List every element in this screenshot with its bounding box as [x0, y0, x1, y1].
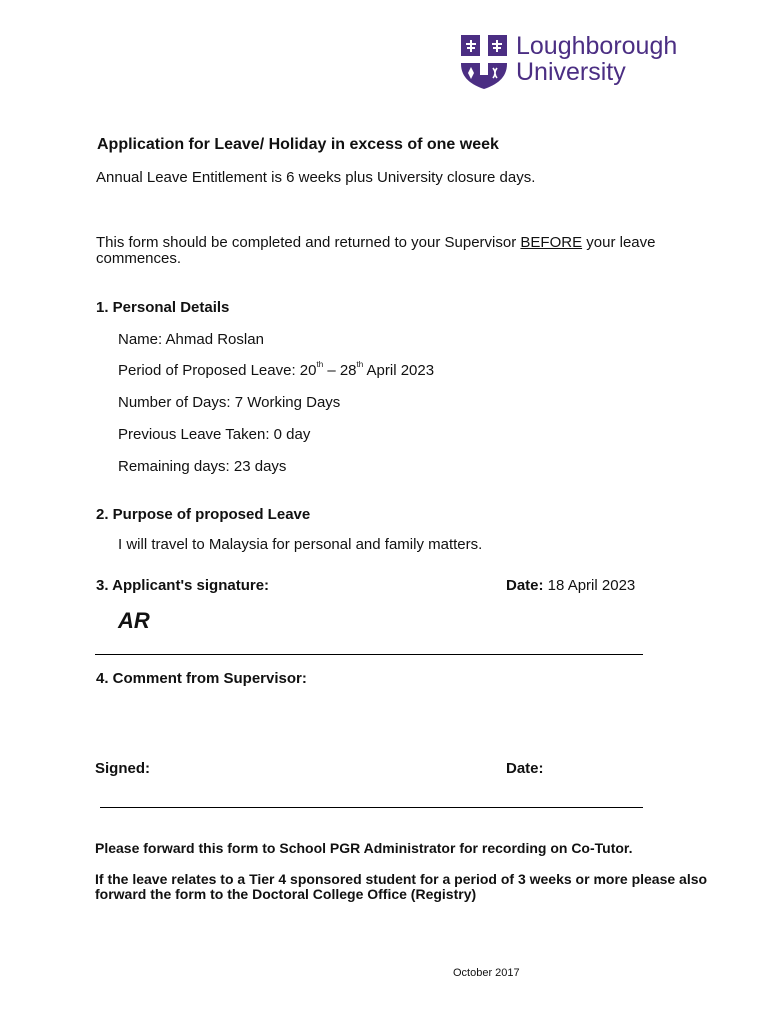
- logo-line-2: University: [516, 58, 626, 86]
- instruction-line-1: [96, 234, 655, 251]
- university-crest-icon: [460, 34, 508, 90]
- period-end-suffix: th: [356, 360, 364, 369]
- section-3-heading: 3. Applicant's signature:: [96, 577, 270, 594]
- applicant-signature: AR: [118, 608, 150, 633]
- version-date: October 2017: [453, 967, 520, 979]
- signed-label: Signed:: [95, 760, 150, 777]
- form-title: Application for Leave/ Holiday in excess of one week: [97, 136, 499, 153]
- section-4-heading: 4. Comment from Supervisor:: [96, 670, 307, 687]
- instruction-text-end: your leave: [586, 234, 656, 251]
- previous-leave-field: Previous Leave Taken: 0 day: [118, 426, 311, 443]
- applicant-date-label: Date:: [506, 577, 544, 594]
- tier4-note-line-1: If the leave relates to a Tier 4 sponsored student for a period of 3 weeks or more please also: [95, 871, 708, 887]
- tier4-note-line-2: forward the form to the Doctoral College Office (Registry): [95, 886, 477, 902]
- instruction-text: This form should be completed and returned to your Supervisor: [96, 234, 517, 251]
- supervisor-date-label: Date:: [506, 760, 544, 777]
- days-field: Number of Days: 7 Working Days: [118, 394, 341, 411]
- section-1-heading: 1. Personal Details: [96, 299, 230, 316]
- purpose-text: I will travel to Malaysia for personal and family matters.: [118, 536, 483, 553]
- period-month-year: April 2023: [363, 362, 435, 379]
- period-start: Period of Proposed Leave: 20: [118, 362, 317, 379]
- entitlement-text: Annual Leave Entitlement is 6 weeks plus University closure days.: [96, 169, 536, 186]
- period-start-suffix: th: [316, 360, 324, 369]
- instruction-line-2: commences.: [96, 250, 182, 267]
- period-end: – 28: [323, 362, 357, 379]
- period-field: [118, 362, 434, 379]
- supervisor-divider: [100, 807, 643, 808]
- forward-note: Please forward this form to School PGR Administrator for recording on Co-Tutor.: [95, 840, 633, 856]
- university-logo: [460, 34, 690, 92]
- logo-line-1: Loughborough: [516, 32, 678, 60]
- remaining-days-field: Remaining days: 23 days: [118, 458, 287, 475]
- instruction-emphasis: BEFORE: [520, 234, 583, 251]
- name-field: Name: Ahmad Roslan: [118, 331, 264, 348]
- signature-divider: [95, 654, 643, 655]
- applicant-date-value: 18 April 2023: [543, 577, 636, 594]
- applicant-date: [506, 577, 635, 594]
- section-2-heading: 2. Purpose of proposed Leave: [96, 506, 311, 523]
